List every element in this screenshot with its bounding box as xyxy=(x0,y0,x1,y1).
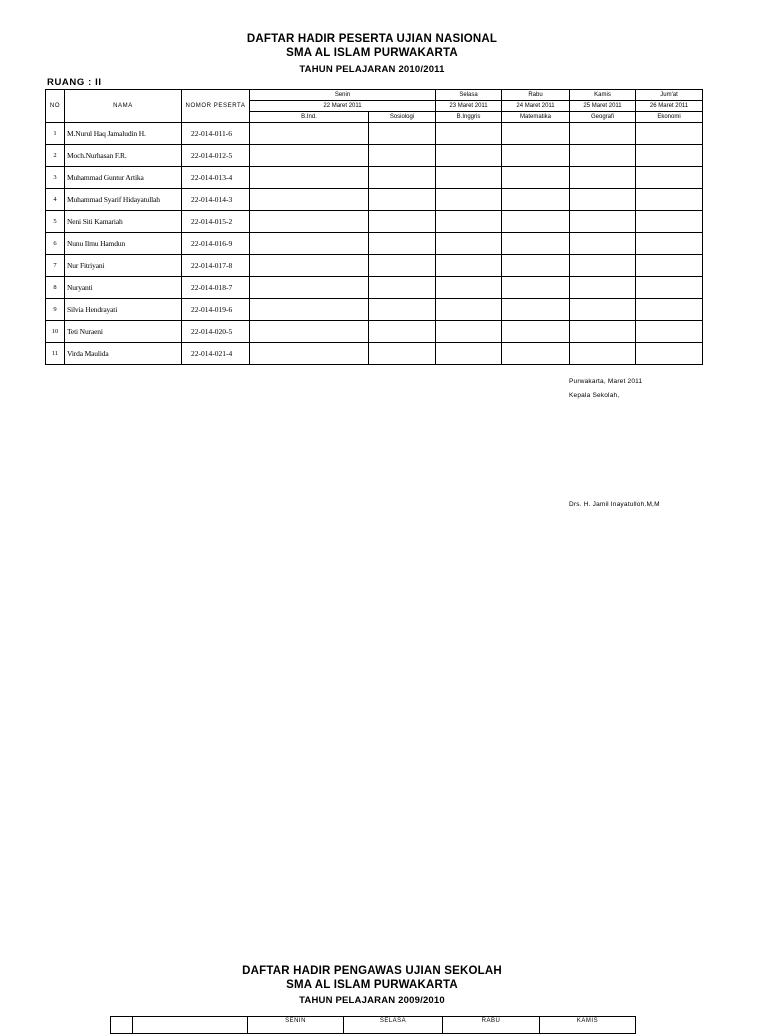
signature-cell xyxy=(250,167,369,189)
signature-cell xyxy=(436,321,502,343)
participant-name: Neni Siti Kamariah xyxy=(65,211,182,233)
signature-cell xyxy=(250,211,369,233)
participant-name: Virda Maulida xyxy=(65,343,182,365)
date-header: 22 Maret 2011 xyxy=(250,101,436,112)
signature-cell xyxy=(636,321,703,343)
table-row xyxy=(46,211,703,233)
participant-name: M.Nurul Haq Jamaludin H. xyxy=(65,123,182,145)
signature-cell xyxy=(436,255,502,277)
participant-name: Nur Fitriyani xyxy=(65,255,182,277)
signature-cell xyxy=(369,255,436,277)
table-row xyxy=(46,145,703,167)
participant-name: Muhammad Syarif Hidayatullah xyxy=(65,189,182,211)
participant-number: 22-014-013-4 xyxy=(182,167,250,189)
table-row xyxy=(46,167,703,189)
signature-cell xyxy=(502,189,570,211)
signature-cell xyxy=(636,211,703,233)
room-label: RUANG : II xyxy=(47,77,102,88)
signature-cell xyxy=(570,255,636,277)
blank-cell xyxy=(133,1017,248,1034)
participant-number: 22-014-014-3 xyxy=(182,189,250,211)
signature-place-date: Purwakarta, Maret 2011 xyxy=(569,378,643,385)
day-header: RABU xyxy=(443,1017,540,1034)
signature-cell xyxy=(502,343,570,365)
signature-cell xyxy=(436,145,502,167)
subject-header: Ekonomi xyxy=(636,112,703,123)
signature-cell xyxy=(636,299,703,321)
signature-cell xyxy=(570,211,636,233)
day-header-selasa: Selasa xyxy=(436,90,502,101)
subject-header: Geografi xyxy=(570,112,636,123)
signature-cell xyxy=(502,145,570,167)
day-header: KAMIS xyxy=(540,1017,636,1034)
signature-cell xyxy=(369,211,436,233)
signature-cell xyxy=(502,233,570,255)
signature-cell xyxy=(369,145,436,167)
signature-name: Drs. H. Jamil Inayatulloh.M,M xyxy=(569,501,660,508)
signature-cell xyxy=(369,299,436,321)
row-no: 7 xyxy=(46,255,65,277)
date-header: 23 Maret 2011 xyxy=(436,101,502,112)
row-no: 6 xyxy=(46,233,65,255)
attendance-table xyxy=(45,89,703,365)
date-header: 25 Maret 2011 xyxy=(570,101,636,112)
signature-cell xyxy=(636,145,703,167)
row-no: 4 xyxy=(46,189,65,211)
signature-cell xyxy=(436,299,502,321)
signature-cell xyxy=(570,343,636,365)
signature-cell xyxy=(250,233,369,255)
row-no: 8 xyxy=(46,277,65,299)
row-no: 5 xyxy=(46,211,65,233)
signature-cell xyxy=(250,343,369,365)
supervisor-table xyxy=(110,1016,636,1034)
signature-cell xyxy=(570,277,636,299)
signature-cell xyxy=(369,123,436,145)
signature-cell xyxy=(436,167,502,189)
participant-number: 22-014-018-7 xyxy=(182,277,250,299)
signature-cell xyxy=(636,277,703,299)
signature-cell xyxy=(502,255,570,277)
signature-cell xyxy=(436,343,502,365)
signature-cell xyxy=(369,189,436,211)
day-header-rabu: Rabu xyxy=(502,90,570,101)
participant-number: 22-014-020-5 xyxy=(182,321,250,343)
day-header: SENIN xyxy=(248,1017,344,1034)
signature-cell xyxy=(436,277,502,299)
signature-role: Kepala Sekolah, xyxy=(569,392,620,399)
signature-cell xyxy=(369,321,436,343)
subject-header: B.Ind. xyxy=(250,112,369,123)
signature-cell xyxy=(436,123,502,145)
row-no: 3 xyxy=(46,167,65,189)
participant-name: Moch.Nurhasan F.R. xyxy=(65,145,182,167)
day-header-jumat: Jum'at xyxy=(636,90,703,101)
academic-year: TAHUN PELAJARAN 2010/2011 xyxy=(299,64,445,75)
signature-cell xyxy=(636,123,703,145)
signature-cell xyxy=(250,277,369,299)
signature-cell xyxy=(636,343,703,365)
second-sheet-school: SMA AL ISLAM PURWAKARTA xyxy=(286,979,458,991)
signature-cell xyxy=(502,277,570,299)
signature-cell xyxy=(369,167,436,189)
row-no: 10 xyxy=(46,321,65,343)
signature-cell xyxy=(436,211,502,233)
subject-header: Matematika xyxy=(502,112,570,123)
participant-number: 22-014-016-9 xyxy=(182,233,250,255)
date-header: 24 Maret 2011 xyxy=(502,101,570,112)
second-sheet-title: DAFTAR HADIR PENGAWAS UJIAN SEKOLAH xyxy=(242,965,502,977)
row-no: 1 xyxy=(46,123,65,145)
participant-number: 22-014-012-5 xyxy=(182,145,250,167)
signature-cell xyxy=(570,123,636,145)
signature-cell xyxy=(436,233,502,255)
signature-cell xyxy=(570,189,636,211)
participant-name: Nunu Ilmu Hamdun xyxy=(65,233,182,255)
table-row xyxy=(46,343,703,365)
signature-cell xyxy=(502,211,570,233)
participant-name: Nuryanti xyxy=(65,277,182,299)
signature-cell xyxy=(636,189,703,211)
participant-number: 22-014-011-6 xyxy=(182,123,250,145)
table-row xyxy=(46,321,703,343)
signature-cell xyxy=(502,299,570,321)
day-header: SELASA xyxy=(344,1017,443,1034)
signature-cell xyxy=(636,255,703,277)
signature-cell xyxy=(502,321,570,343)
signature-cell xyxy=(502,167,570,189)
row-no: 9 xyxy=(46,299,65,321)
table-row xyxy=(46,277,703,299)
table-row xyxy=(46,123,703,145)
signature-cell xyxy=(250,123,369,145)
signature-cell xyxy=(570,145,636,167)
signature-cell xyxy=(250,299,369,321)
day-header-senin: Senin xyxy=(250,90,436,101)
signature-cell xyxy=(570,233,636,255)
participant-number: 22-014-015-2 xyxy=(182,211,250,233)
signature-cell xyxy=(436,189,502,211)
signature-cell xyxy=(636,233,703,255)
participant-number: 22-014-017-8 xyxy=(182,255,250,277)
table-row xyxy=(46,299,703,321)
signature-cell xyxy=(250,321,369,343)
col-name-header: NAMA xyxy=(65,90,182,123)
blank-cell xyxy=(111,1017,133,1034)
second-sheet-year: TAHUN PELAJARAN 2009/2010 xyxy=(299,995,445,1006)
participant-name: Muhammad Guntur Artika xyxy=(65,167,182,189)
participant-number: 22-014-019-6 xyxy=(182,299,250,321)
table-row xyxy=(46,189,703,211)
participant-number: 22-014-021-4 xyxy=(182,343,250,365)
signature-cell xyxy=(570,299,636,321)
signature-cell xyxy=(250,145,369,167)
signature-cell xyxy=(369,277,436,299)
row-no: 2 xyxy=(46,145,65,167)
signature-cell xyxy=(250,189,369,211)
participant-name: Silvia Hendrayati xyxy=(65,299,182,321)
page-title: DAFTAR HADIR PESERTA UJIAN NASIONAL xyxy=(246,33,498,45)
date-header: 26 Maret 2011 xyxy=(636,101,703,112)
subject-header: B.Inggris xyxy=(436,112,502,123)
participant-name: Teti Nuraeni xyxy=(65,321,182,343)
signature-cell xyxy=(250,255,369,277)
signature-cell xyxy=(369,343,436,365)
table-row xyxy=(46,233,703,255)
school-name: SMA AL ISLAM PURWAKARTA xyxy=(286,47,458,59)
subject-header: Sosiologi xyxy=(369,112,436,123)
signature-cell xyxy=(369,233,436,255)
col-no-header: NO xyxy=(46,90,65,123)
signature-cell xyxy=(570,321,636,343)
signature-cell xyxy=(502,123,570,145)
day-header-kamis: Kamis xyxy=(570,90,636,101)
signature-cell xyxy=(570,167,636,189)
col-number-header: NOMOR PESERTA xyxy=(182,90,250,123)
signature-cell xyxy=(636,167,703,189)
table-row xyxy=(46,255,703,277)
row-no: 11 xyxy=(46,343,65,365)
